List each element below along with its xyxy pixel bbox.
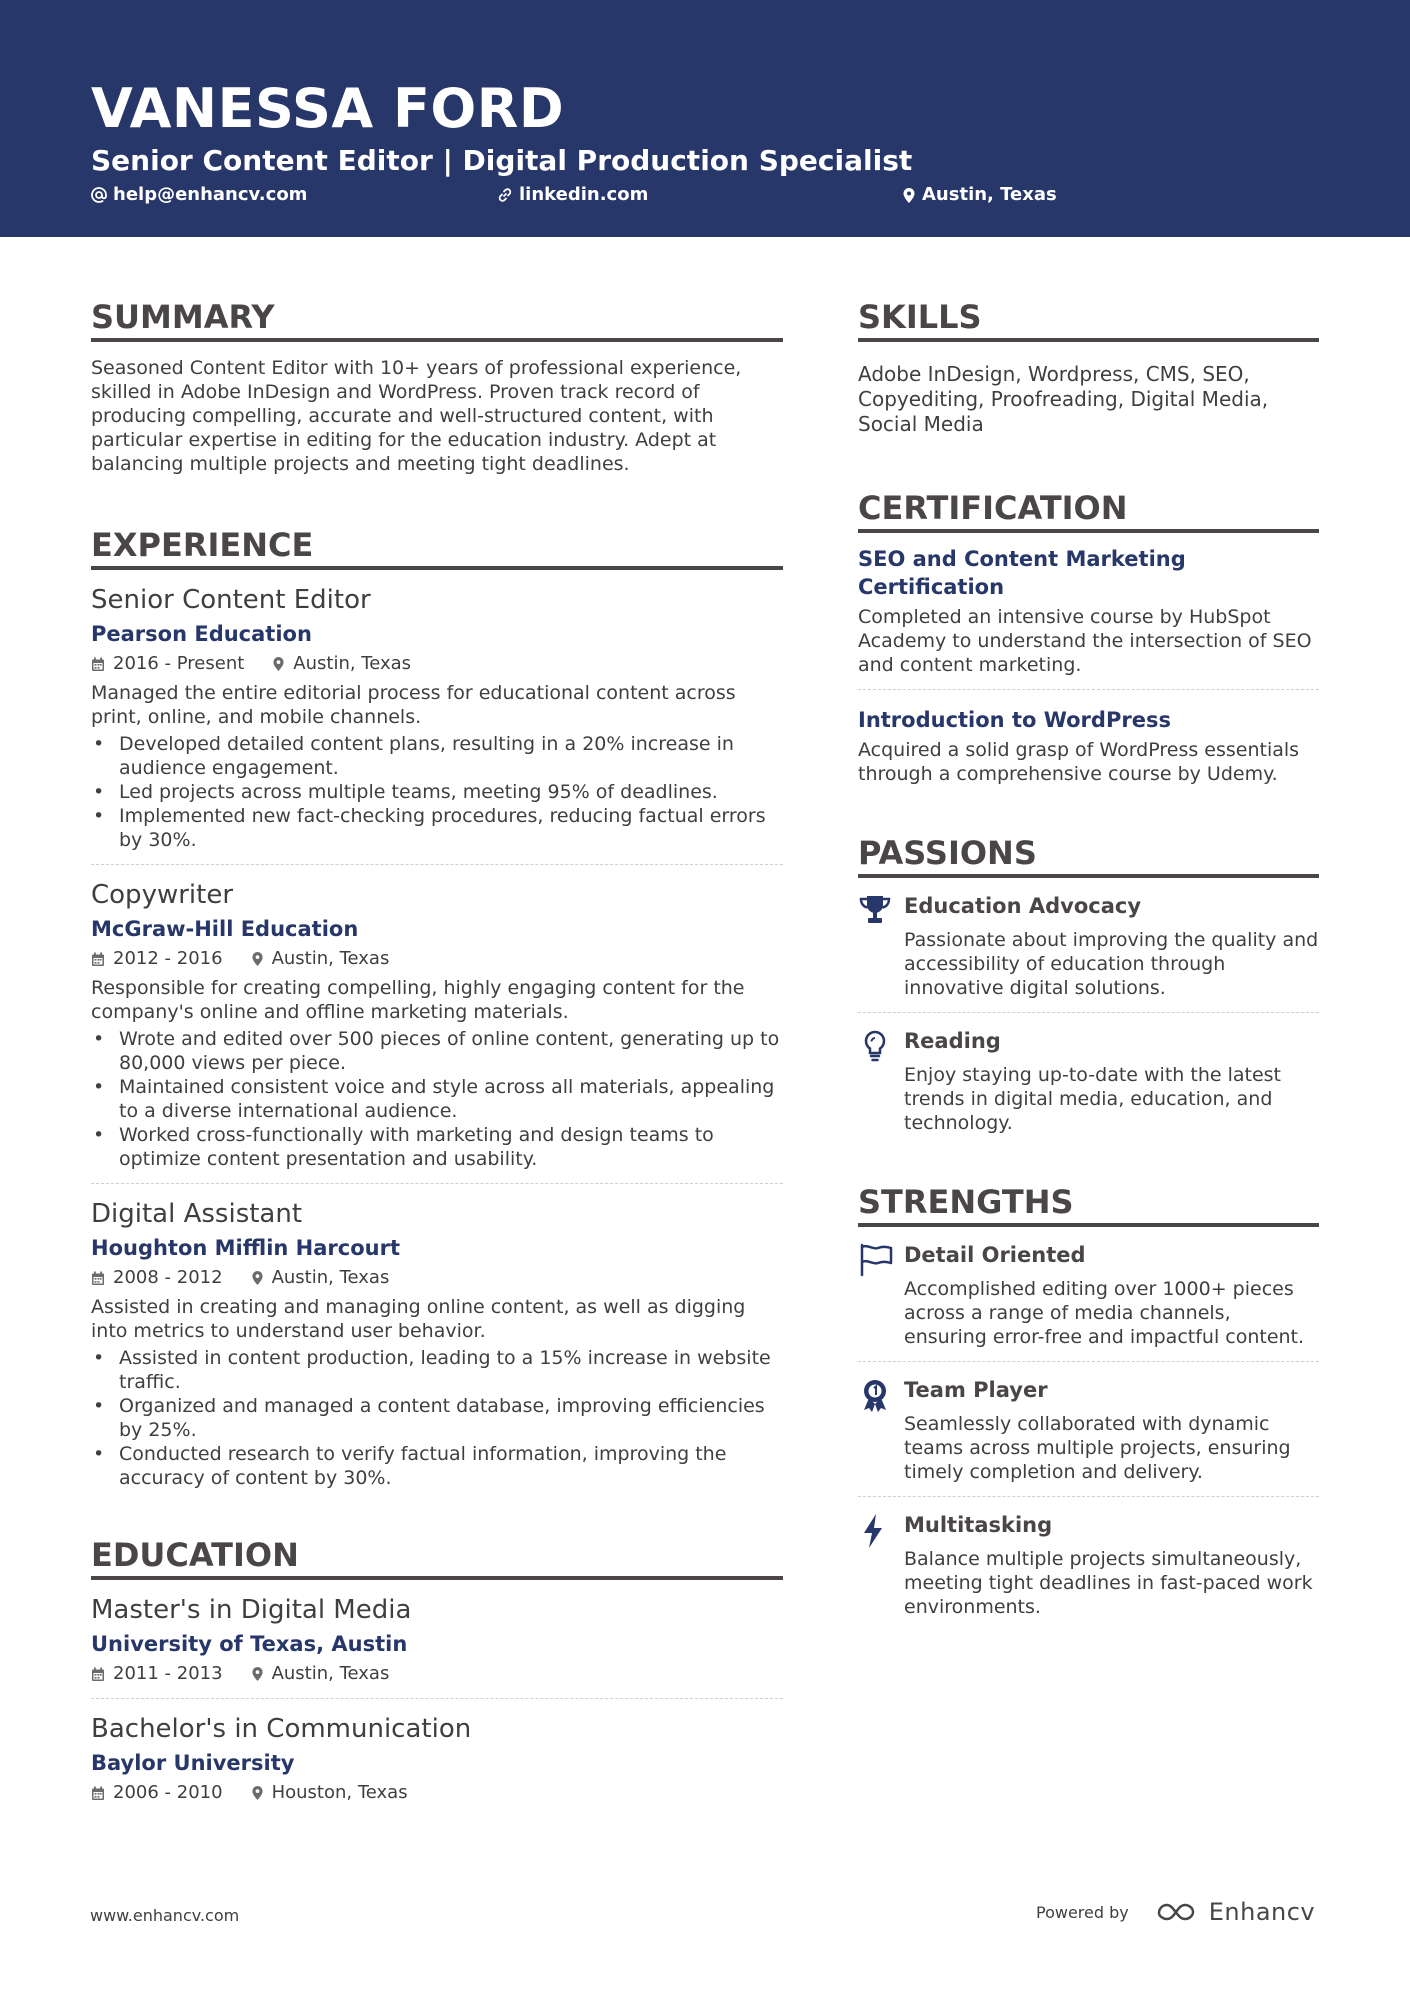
passions-section [858, 834, 1319, 1135]
contact-linkedin-text: linkedin.com [519, 184, 649, 205]
job-bullets [91, 1346, 783, 1490]
job-description: Responsible for creating compelling, highly engaging content for the company's online and offline marketing materials. [91, 977, 745, 1023]
certification-description: Completed an intensive course by HubSpot Academy to understand the intersection of SEO and content marketing. [858, 606, 1312, 676]
bullet-item: • Led projects across multiple teams, meeting 95% of deadlines. [91, 780, 783, 804]
contact-email-text: help@enhancv.com [113, 184, 308, 205]
passion-title: Education Advocacy [904, 894, 1142, 918]
bullet-item: • Maintained consistent voice and style across all materials, appealing to a diverse international audience. [91, 1075, 783, 1123]
resume-header [0, 0, 1410, 237]
education-location: Houston, Texas [251, 1781, 408, 1805]
calendar-icon [91, 1271, 105, 1286]
bullet-item: • Developed detailed content plans, resulting in a 20% increase in audience engagement. [91, 732, 783, 780]
brand-name: Enhancv [1208, 1898, 1316, 1926]
experience-entry [91, 879, 783, 1184]
divider [91, 1698, 783, 1699]
trophy-icon [858, 894, 892, 926]
certification-title: SEO and Content Marketing Certification [858, 547, 1186, 599]
job-meta [91, 1266, 783, 1290]
education-meta [91, 1662, 783, 1686]
divider [858, 1012, 1319, 1013]
section-title-skills: SKILLS [858, 298, 1319, 342]
flag-icon [858, 1243, 896, 1277]
certification-section [858, 489, 1319, 786]
footer-website[interactable]: www.enhancv.com [90, 1906, 240, 1925]
certification-entry [858, 706, 1319, 786]
certification-description: Acquired a solid grasp of WordPress essentials through a comprehensive course by Udemy. [858, 739, 1300, 785]
passion-description: Enjoy staying up-to-date with the latest trends in digital media, education, and technology. [904, 1064, 1281, 1134]
divider [858, 1361, 1319, 1362]
divider [858, 1496, 1319, 1497]
contact-email[interactable] [91, 183, 307, 207]
experience-section [91, 526, 783, 1490]
education-location: Austin, Texas [251, 1662, 390, 1686]
divider [91, 864, 783, 865]
degree: Bachelor's in Communication [91, 1714, 472, 1744]
location-pin-icon [902, 187, 916, 204]
job-meta [91, 652, 783, 676]
job-meta [91, 947, 783, 971]
section-title-summary: SUMMARY [91, 298, 783, 342]
job-description: Managed the entire editorial process for educational content across print, online, and mobile channels. [91, 682, 736, 728]
section-title-certification: CERTIFICATION [858, 489, 1319, 533]
link-icon [497, 187, 513, 203]
location-pin-icon [251, 1270, 264, 1286]
candidate-name: VANESSA FORD [91, 77, 565, 140]
lightning-icon [858, 1513, 888, 1549]
contact-linkedin[interactable] [497, 183, 648, 207]
award-ribbon-icon [858, 1378, 892, 1414]
job-company: McGraw-Hill Education [91, 917, 359, 941]
job-role: Senior Content Editor [91, 585, 371, 615]
job-bullets [91, 1027, 783, 1171]
strength-description: Accomplished editing over 1000+ pieces across a range of media channels, ensuring error-free and impactful content. [904, 1278, 1305, 1348]
strength-title: Multitasking [904, 1513, 1053, 1537]
experience-entry [91, 1198, 783, 1490]
education-dates: 2006 - 2010 [91, 1781, 223, 1805]
strength-description: Balance multiple projects simultaneously, meeting tight deadlines in fast-paced work environments. [904, 1548, 1313, 1618]
calendar-icon [91, 1786, 105, 1801]
passion-title: Reading [904, 1029, 1001, 1053]
section-title-passions: PASSIONS [858, 834, 1319, 878]
strength-title: Team Player [904, 1378, 1048, 1402]
right-column [858, 298, 1319, 1619]
job-dates: 2008 - 2012 [91, 1266, 223, 1290]
certification-entry [858, 545, 1319, 690]
strength-entry [858, 1376, 1319, 1484]
section-title-education: EDUCATION [91, 1536, 783, 1580]
calendar-icon [91, 1667, 105, 1682]
passion-entry [858, 892, 1319, 1000]
skills-text: Adobe InDesign, Wordpress, CMS, SEO, Copyediting, Proofreading, Digital Media, Social Media [858, 362, 1269, 436]
powered-by-label: Powered by [1036, 1902, 1129, 1922]
job-company: Houghton Mifflin Harcourt [91, 1236, 400, 1260]
job-location: Austin, Texas [251, 947, 390, 971]
school: University of Texas, Austin [91, 1632, 408, 1656]
candidate-title: Senior Content Editor | Digital Production Specialist [91, 144, 913, 177]
education-entry [91, 1594, 783, 1699]
enhancv-logo-icon [1155, 1900, 1201, 1924]
left-column [91, 298, 783, 1805]
calendar-icon [91, 657, 105, 672]
location-pin-icon [251, 1666, 264, 1682]
bullet-item: • Worked cross-functionally with marketing and design teams to optimize content presentation and usability. [91, 1123, 783, 1171]
summary-text: Seasoned Content Editor with 10+ years of professional experience, skilled in Adobe InDesign and WordPress. Proven track record of producing compelling, accurate and well-structured content, with particular expertise in editing for the education industry. Adept at balancing multiple projects and meeting tight deadlines. [91, 357, 742, 475]
passion-entry [858, 1027, 1319, 1135]
education-dates: 2011 - 2013 [91, 1662, 223, 1686]
strength-title: Detail Oriented [904, 1243, 1086, 1267]
divider [91, 1183, 783, 1184]
experience-entry [91, 584, 783, 865]
bullet-item: • Conducted research to verify factual information, improving the accuracy of content by 30%. [91, 1442, 783, 1490]
strengths-section [858, 1183, 1319, 1619]
passion-description: Passionate about improving the quality and accessibility of education through innovative digital solutions. [904, 929, 1319, 999]
job-dates: 2012 - 2016 [91, 947, 223, 971]
at-icon [91, 187, 107, 203]
location-pin-icon [251, 1785, 264, 1801]
calendar-icon [91, 952, 105, 967]
certification-title: Introduction to WordPress [858, 708, 1171, 732]
bullet-item: • Implemented new fact-checking procedures, reducing factual errors by 30%. [91, 804, 783, 852]
job-location: Austin, Texas [272, 652, 411, 676]
lightbulb-icon [858, 1029, 892, 1063]
education-section [91, 1536, 783, 1805]
location-pin-icon [272, 656, 285, 672]
contact-location [902, 183, 1057, 207]
job-location: Austin, Texas [251, 1266, 390, 1290]
skills-section [858, 298, 1319, 437]
bullet-item: • Organized and managed a content database, improving efficiencies by 25%. [91, 1394, 783, 1442]
bullet-item: • Wrote and edited over 500 pieces of online content, generating up to 80,000 views per piece. [91, 1027, 783, 1075]
strength-entry [858, 1241, 1319, 1349]
school: Baylor University [91, 1751, 295, 1775]
contact-location-text: Austin, Texas [922, 184, 1057, 205]
strength-description: Seamlessly collaborated with dynamic teams across multiple projects, ensuring timely completion and delivery. [904, 1413, 1291, 1483]
job-company: Pearson Education [91, 622, 312, 646]
education-meta [91, 1781, 783, 1805]
summary-section [91, 298, 783, 476]
job-description: Assisted in creating and managing online content, as well as digging into metrics to understand user behavior. [91, 1296, 746, 1342]
divider [858, 689, 1319, 690]
education-entry [91, 1713, 783, 1805]
job-role: Digital Assistant [91, 1199, 303, 1229]
job-bullets [91, 732, 783, 852]
job-dates: 2016 - Present [91, 652, 244, 676]
section-title-experience: EXPERIENCE [91, 526, 783, 570]
location-pin-icon [251, 951, 264, 967]
section-title-strengths: STRENGTHS [858, 1183, 1319, 1227]
degree: Master's in Digital Media [91, 1595, 412, 1625]
strength-entry [858, 1511, 1319, 1619]
job-role: Copywriter [91, 880, 234, 910]
footer-branding [1036, 1898, 1315, 1926]
bullet-item: • Assisted in content production, leading to a 15% increase in website traffic. [91, 1346, 783, 1394]
